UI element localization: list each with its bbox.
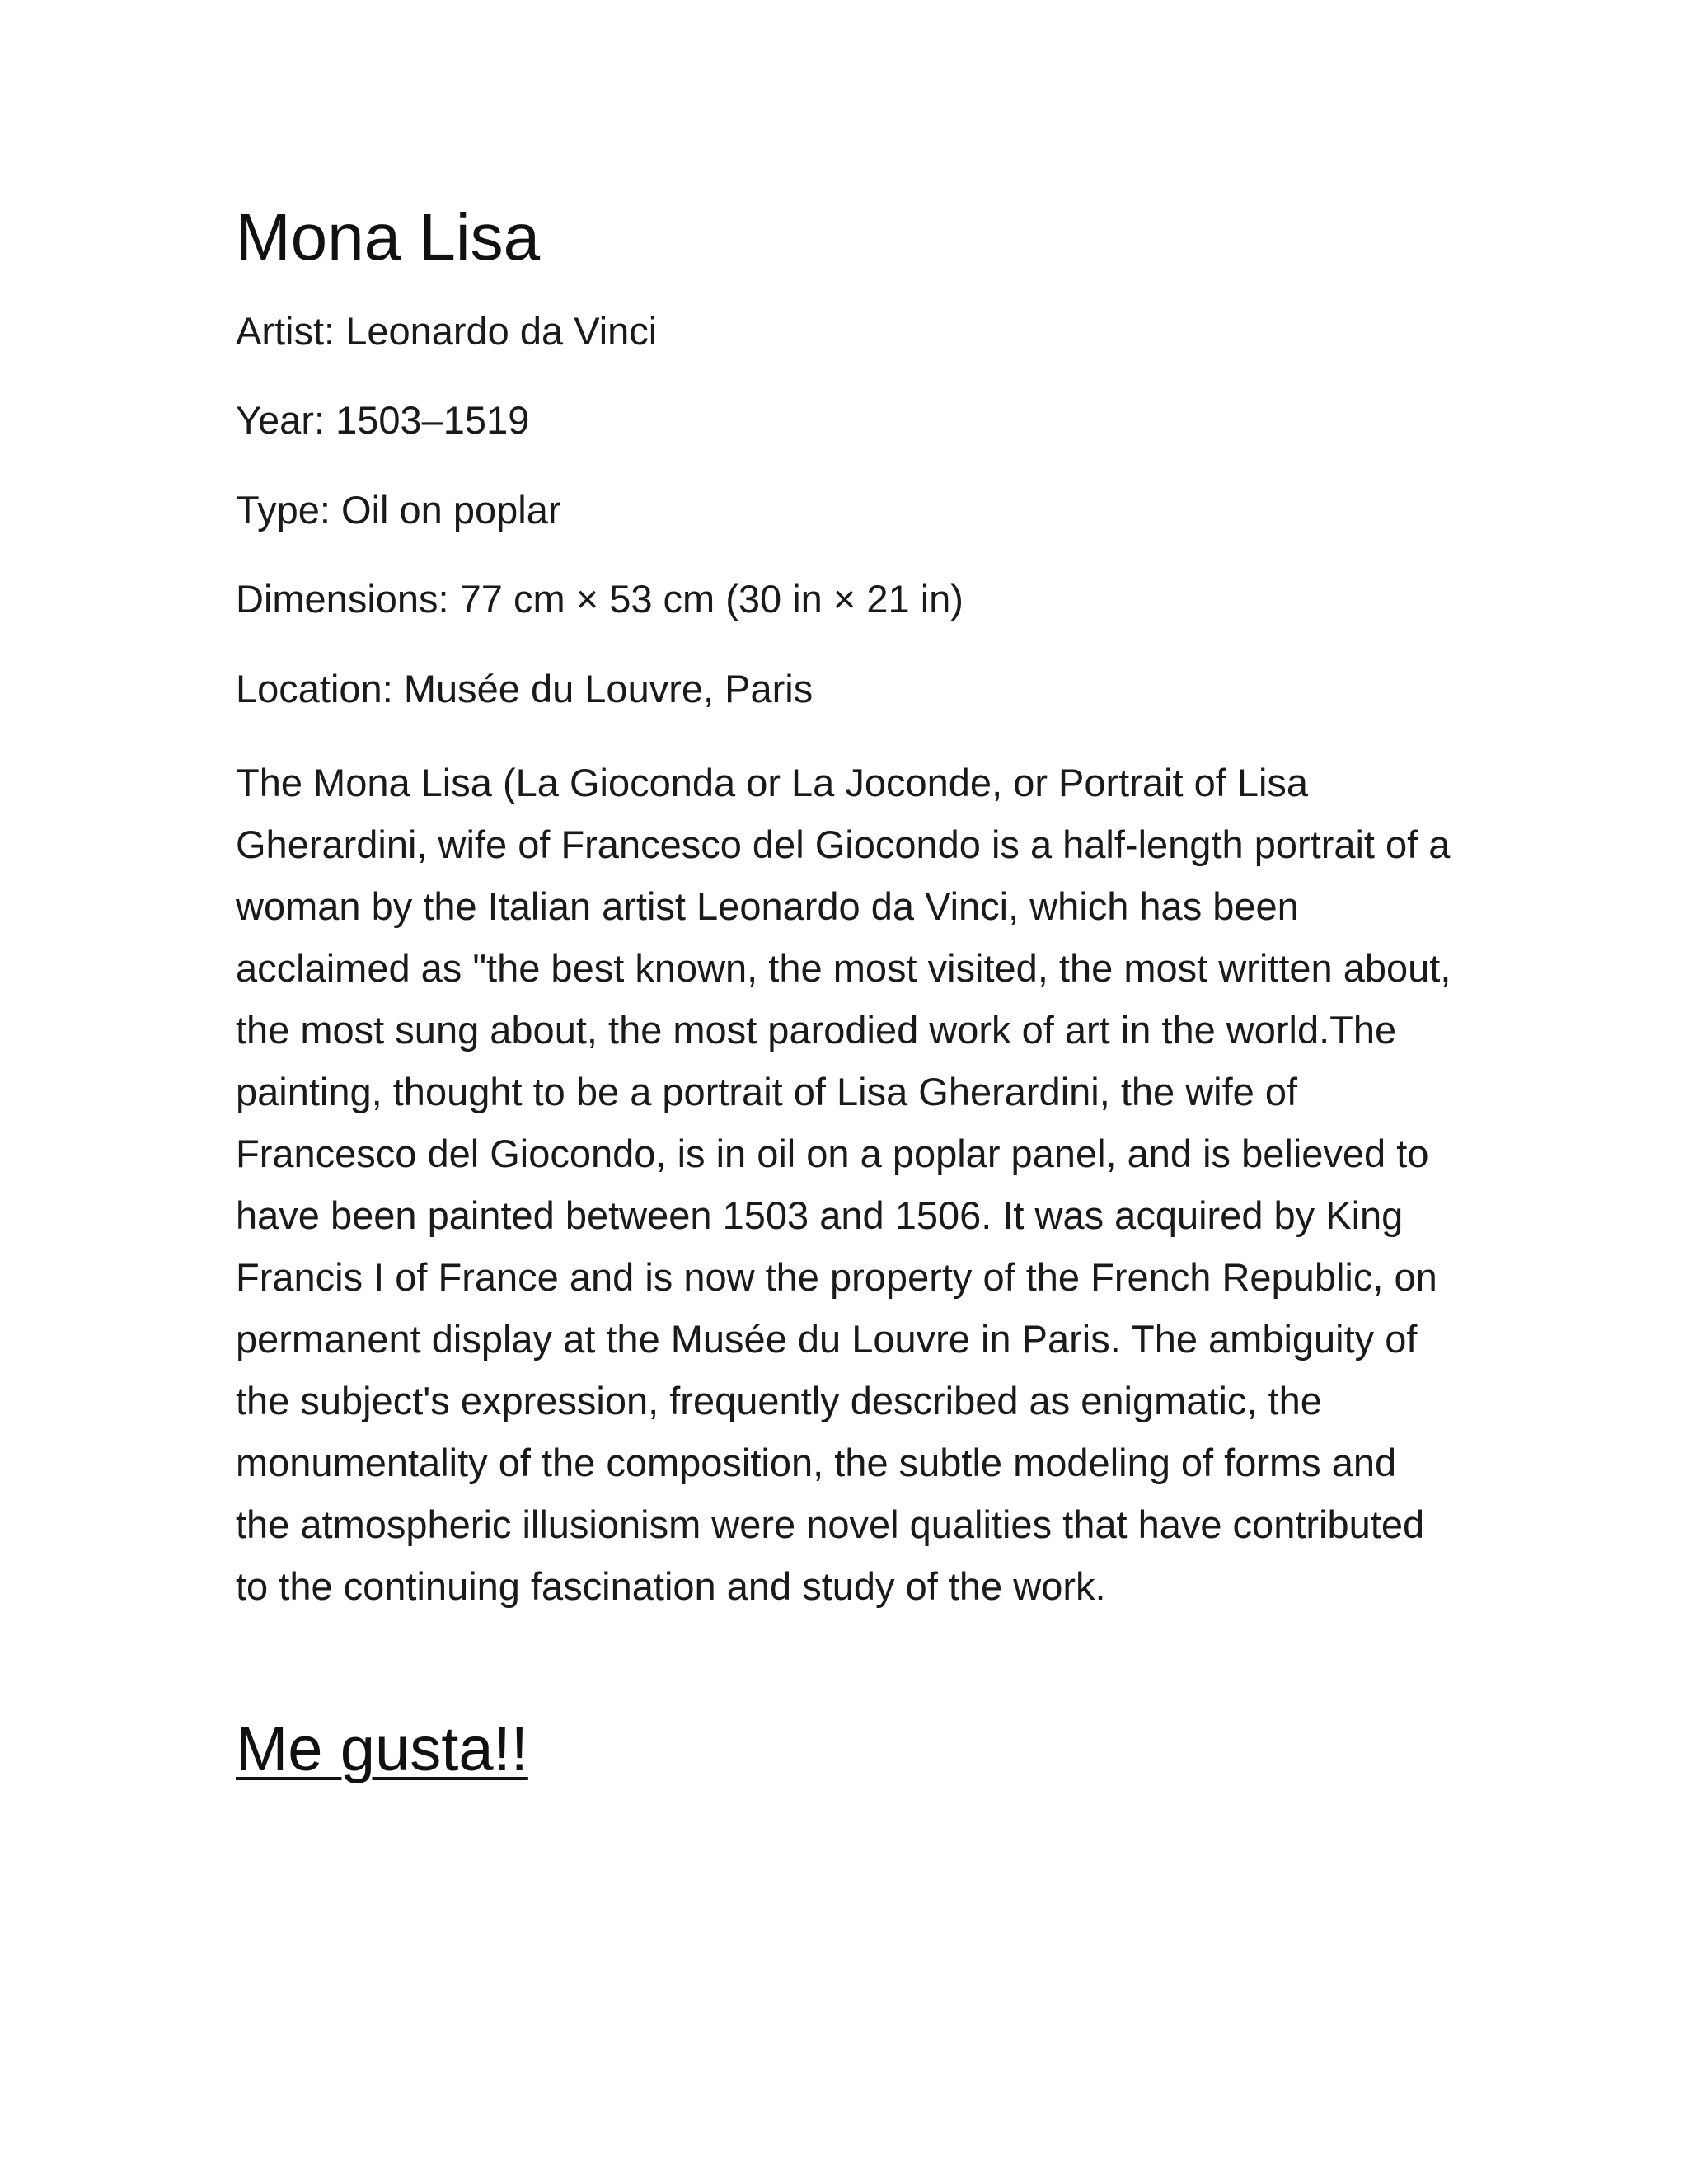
detail-value: Leonardo da Vinci: [345, 309, 658, 353]
closing-heading: Me gusta!!: [236, 1714, 528, 1785]
detail-value: Oil on poplar: [341, 487, 561, 532]
detail-value: Musée du Louvre, Paris: [403, 666, 814, 710]
description-paragraph: The Mona Lisa (La Gioconda or La Joconde, or Portrait of Lisa Gherardini, wife of Francesco del Giocondo is a half-length portrait of a woman by the Italian artist Leonardo da Vinci, which has been acclaimed as "the best known, the most visited, the most written about, the most sung about, the most parodied work of art in the world.The painting, thought to be a portrait of Lisa Gherardini, the wife of Francesco del Giocondo, is in oil on a poplar panel, and is believed to have been painted between 1503 and 1506. It was acquired by King Francis I of France and is now the property of the French Republic, on permanent display at the Musée du Louvre in Paris. The ambiguity of the subject's expression, frequently described as enigmatic, the monumentality of the composition, the subtle modeling of forms and the atmospheric illusionism were novel qualities that have contributed to the continuing fascination and study of the work.: [236, 761, 1451, 1609]
detail-dimensions: [236, 576, 1456, 621]
detail-value: 77 cm × 53 cm (30 in × 21 in): [459, 577, 964, 621]
detail-label: Year:: [236, 398, 326, 443]
detail-artist: [236, 308, 1456, 354]
detail-year: [236, 397, 1456, 443]
detail-label: Artist:: [236, 309, 335, 353]
detail-location: [236, 666, 1456, 711]
document-content: [236, 198, 1456, 1787]
detail-label: Dimensions:: [236, 577, 449, 621]
document-title: Mona Lisa: [236, 200, 541, 274]
detail-value: 1503–1519: [335, 398, 530, 443]
detail-label: Type:: [236, 487, 331, 532]
detail-type: [236, 487, 1456, 532]
detail-label: Location:: [236, 666, 393, 710]
